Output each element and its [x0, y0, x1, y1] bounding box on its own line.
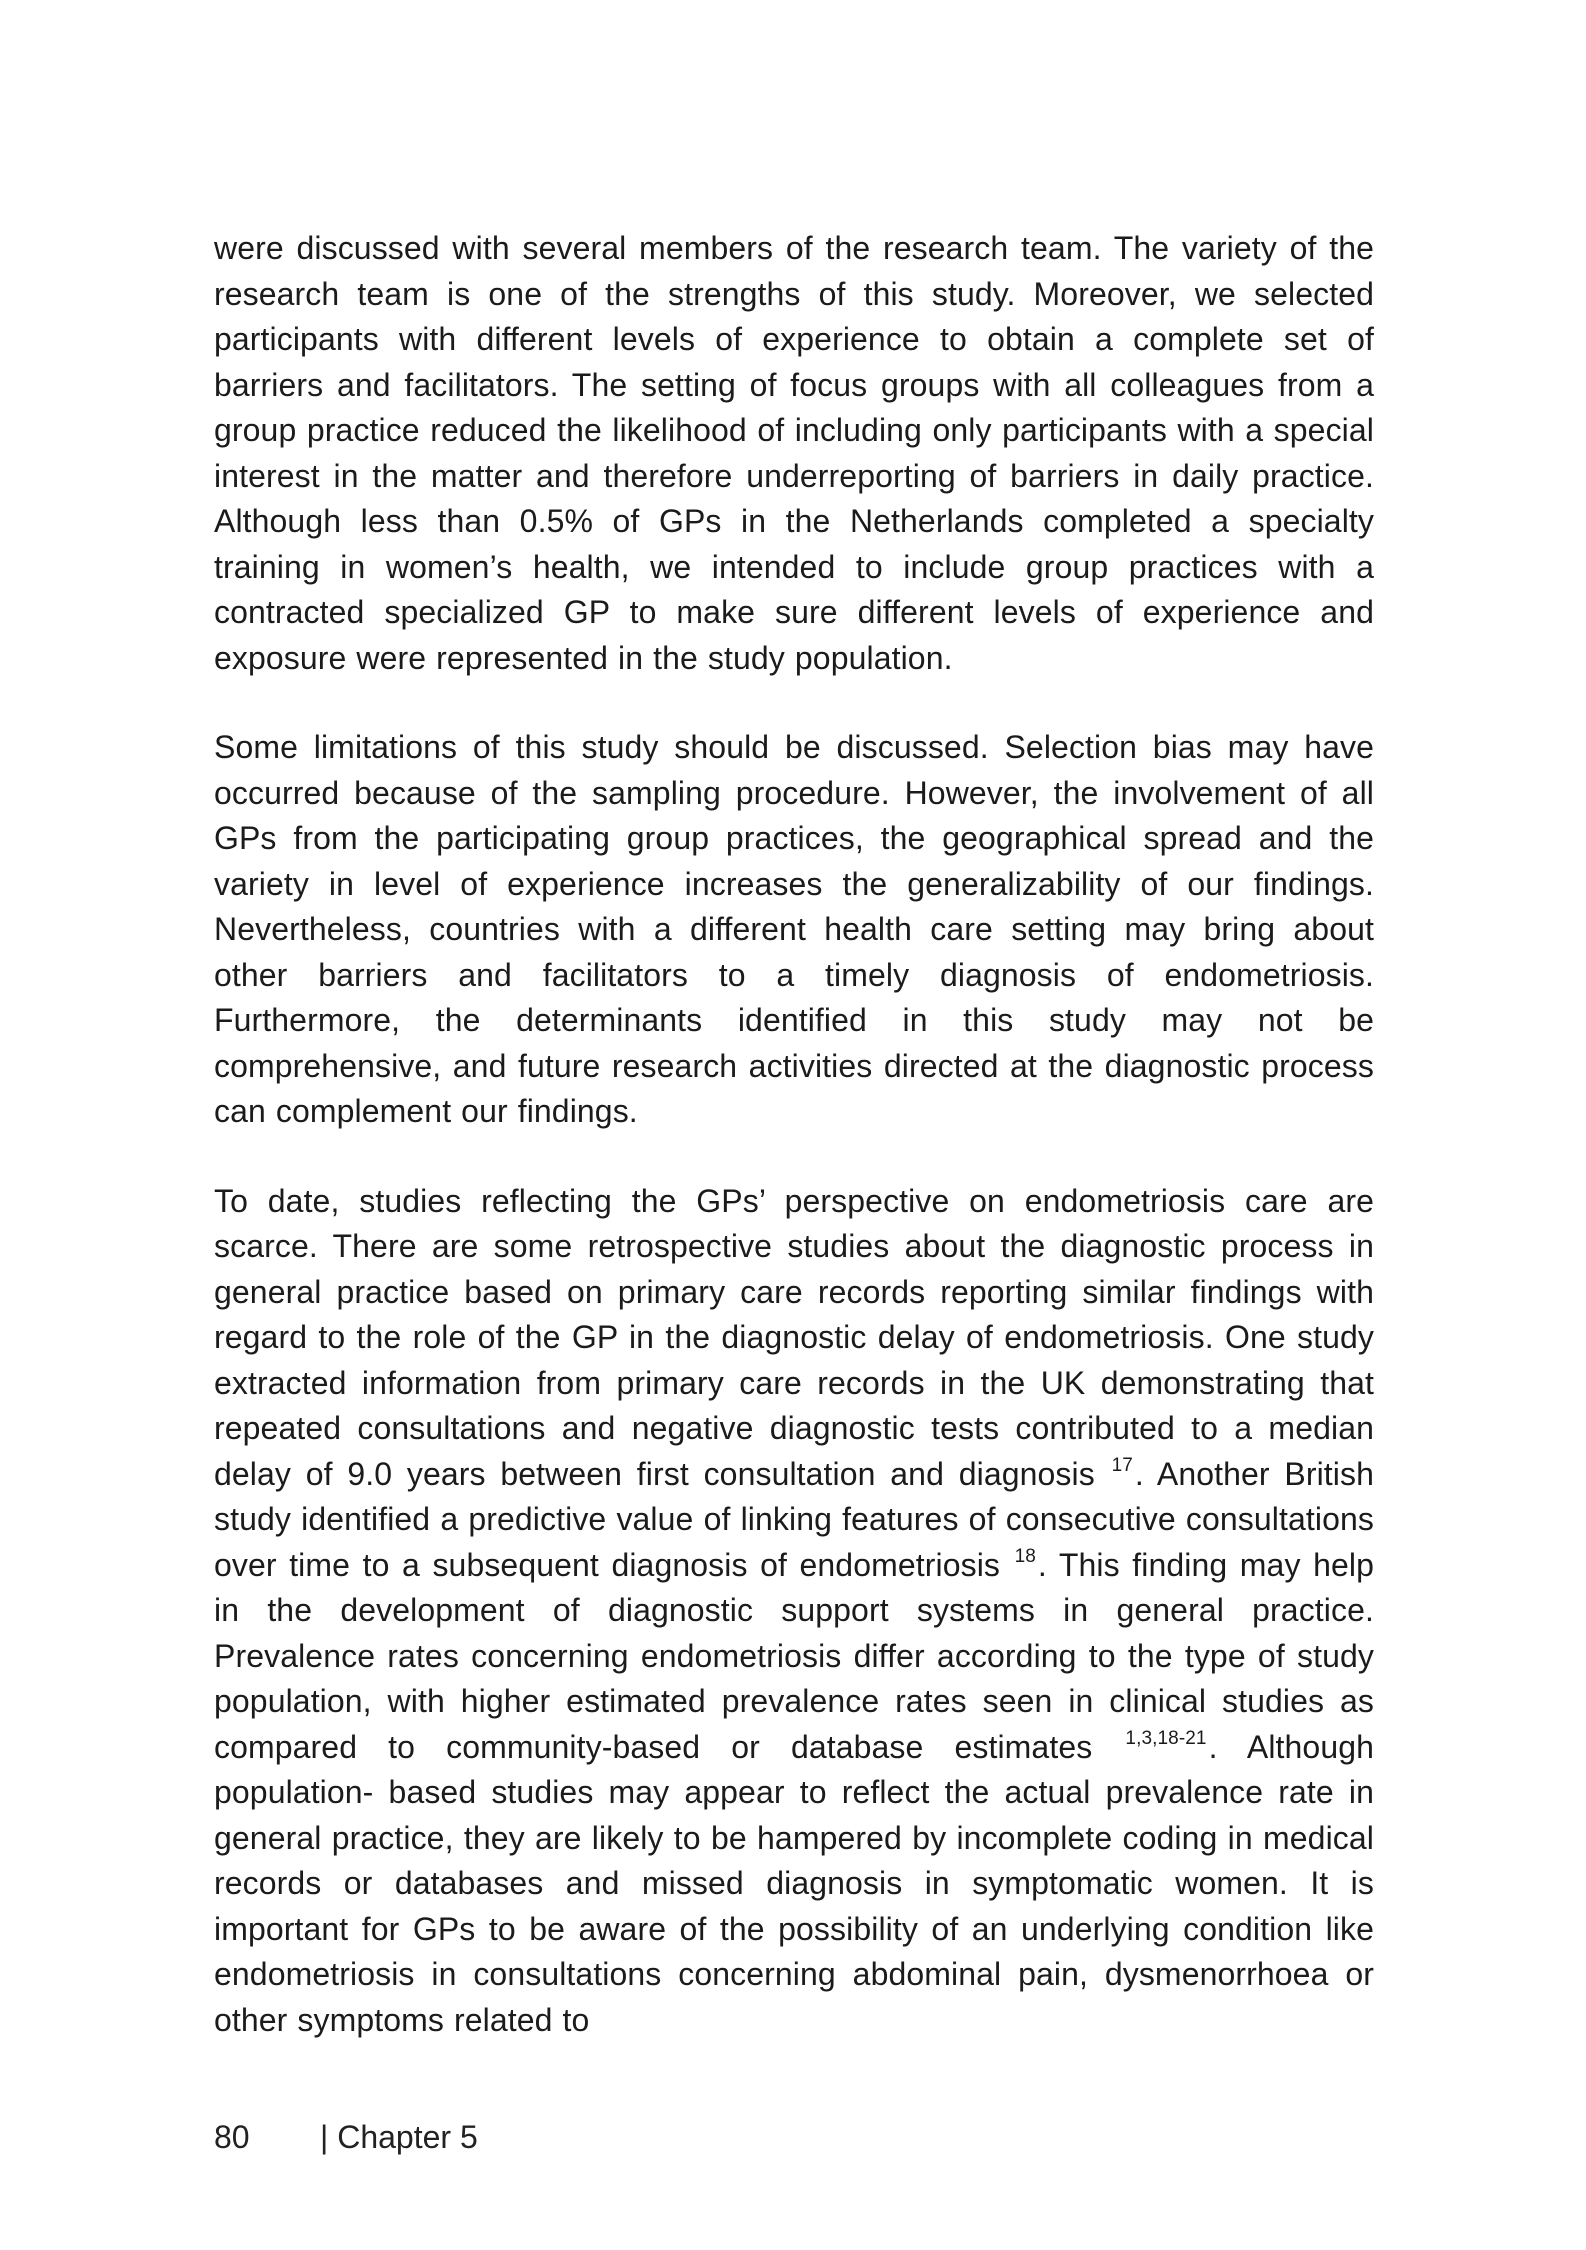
paragraph-text: Some limitations of this study should be discussed. Selection bias may have occurred because of the sampling procedure. However, the involvement of all GPs from the participating group practices, the geographical spread and the variety in level of experience increases the generalizability of our findings. Nevertheless, countries with a different health care setting may bring about other barriers and facilitators to a timely diagnosis of endometriosis. Furthermore, the determinants identified in this study may not be comprehensive, and future research activities directed at the diagnostic process can complement our findings. — [214, 729, 1374, 1129]
paragraph-text: . Although population- based studies may appear to reflect the actual prevalence rate in general practice, they are likely to be hampered by incomplete coding in medical records or databases and missed diagnosis in symptomatic women. It is important for GPs to be aware of the possibility of an underlying condition like endometriosis in consultations concerning abdominal pain, dysmenorrhoea or other symptoms related to — [214, 1728, 1375, 2038]
paragraph-text: . Another British study identified a predictive value of linking features of consecutive consultations over time to a subsequent diagnosis of endometriosis — [214, 1455, 1375, 1583]
paragraph-text: . This finding may help in the development of diagnostic support systems in general practice. Prevalence rates concerning endometriosis differ according to the type of study population, with higher estimated prevalence rates seen in clinical studies as compared to community-based or database estimates — [214, 1546, 1374, 1765]
paragraph-text: were discussed with several members of the research team. The variety of the research team is one of the strengths of this study. Moreover, we selected participants with different levels of experience to obtain a complete set of barriers and facilitators. The setting of focus groups with all colleagues from a group practice reduced the likelihood of including only participants with a special interest in the matter and therefore underreporting of barriers in daily practice. Although less than 0.5% of GPs in the Netherlands completed a specialty training in women’s health, we intended to include group practices with a contracted specialized GP to make sure different levels of experience and exposure were represented in the study population. — [214, 230, 1374, 676]
paragraph-strengths — [214, 226, 1374, 681]
citation-ref: 17 — [1111, 1454, 1133, 1476]
chapter-label: | Chapter 5 — [320, 2119, 478, 2155]
paragraph-limitations — [214, 725, 1374, 1135]
page-footer — [214, 2117, 478, 2157]
paragraph-text: To date, studies reflecting the GPs’ perspective on endometriosis care are scarce. There are some retrospective studies about the diagnostic process in general practice based on primary care records reporting similar findings with regard to the role of the GP in the diagnostic delay of endometriosis. One study extracted information from primary care records in the UK demonstrating that repeated consultations and negative diagnostic tests contributed to a median delay of 9.0 years between first consultation and diagnosis — [214, 1182, 1374, 1492]
page-body — [214, 226, 1374, 2087]
citation-ref: 18 — [1014, 1545, 1036, 1567]
paragraph-literature — [214, 1179, 1374, 2044]
citation-ref: 1,3,18-21 — [1125, 1727, 1207, 1749]
page-number: 80 — [214, 2119, 250, 2155]
